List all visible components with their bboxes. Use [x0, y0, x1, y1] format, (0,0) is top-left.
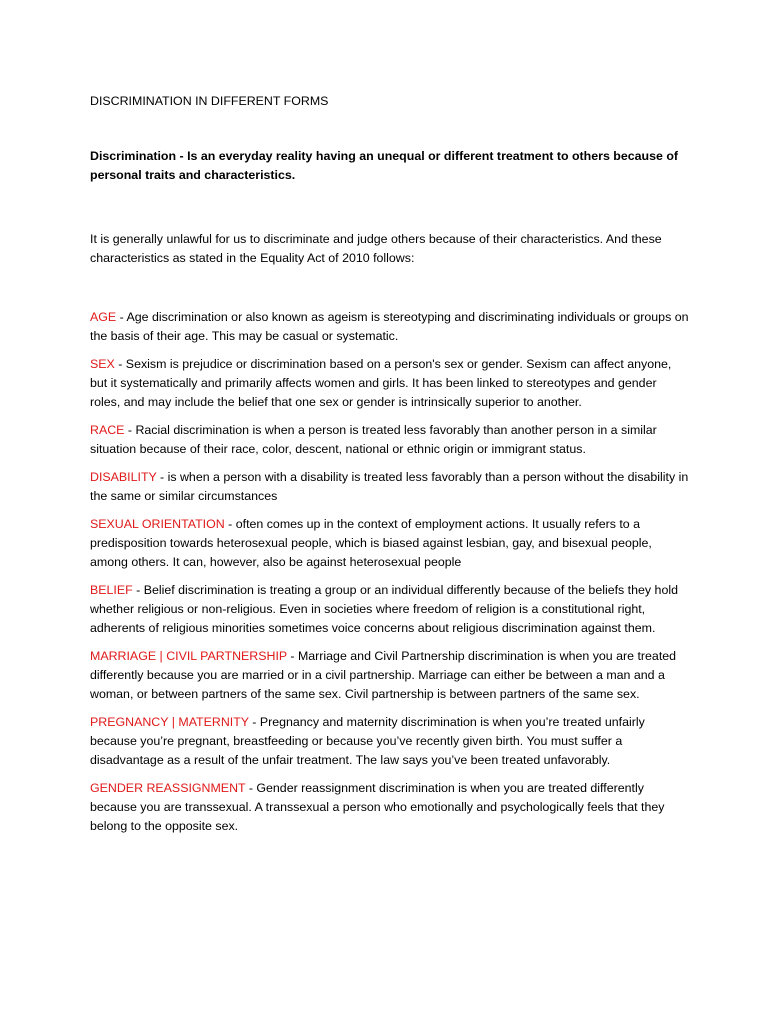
list-item	[90, 647, 690, 704]
document-title: DISCRIMINATION IN DIFFERENT FORMS	[90, 94, 329, 108]
term-disability: DISABILITY	[90, 470, 157, 484]
item-text: - Racial discrimination is when a person is treated less favorably than another person in a similar situation because of their race, color, descent, national or ethnic origin or immigrant status.	[90, 423, 657, 456]
term-sex: SEX	[90, 357, 115, 371]
item-text: - Pregnancy and maternity discrimination is when you’re treated unfairly because you’re pregnant, breastfeeding or because you’ve recently given birth. You must suffer a disadvantage as a result of the unfair treatment. The law says you’ve been treated unfavorably.	[90, 715, 645, 767]
item-text: - Gender reassignment discrimination is when you are treated differently because you are transsexual. A transsexual a person who emotionally and psychologically feels that they belong to the opposite sex.	[90, 781, 665, 833]
item-text: - Belief discrimination is treating a group or an individual differently because of the beliefs they hold whether religious or non-religious. Even in societies where freedom of religion is a constitutional right, adherents of religious minorities sometimes voice concerns about religious discrimination against them.	[90, 583, 678, 635]
item-text: - is when a person with a disability is treated less favorably than a person without the disability in the same or similar circumstances	[90, 470, 689, 503]
term-marriage-civil-partnership: MARRIAGE | CIVIL PARTNERSHIP	[90, 649, 287, 663]
list-item	[90, 421, 690, 459]
term-sexual-orientation: SEXUAL ORIENTATION	[90, 517, 225, 531]
item-text: - Marriage and Civil Partnership discrimination is when you are treated differently because you are married or in a civil partnership. Marriage can either be between a man and a woman, or between partners of the same sex. Civil partnership is between partners of the same sex.	[90, 649, 677, 701]
list-item	[90, 468, 690, 506]
term-age: AGE	[90, 310, 117, 324]
list-item	[90, 779, 690, 836]
term-pregnancy-maternity: PREGNANCY | MATERNITY	[90, 715, 249, 729]
document-page	[90, 92, 690, 845]
term-belief: BELIEF	[90, 583, 133, 597]
term-gender-reassignment: GENDER REASSIGNMENT	[90, 781, 246, 795]
intro-paragraph: It is generally unlawful for us to discriminate and judge others because of their characteristics. And these characteristics as stated in the Equality Act of 2010 follows:	[90, 232, 662, 265]
list-item	[90, 713, 690, 770]
definition-paragraph: Discrimination - Is an everyday reality having an unequal or different treatment to others because of personal traits and characteristics.	[90, 149, 679, 182]
list-item	[90, 581, 690, 638]
item-text: - often comes up in the context of employment actions. It usually refers to a predisposition towards heterosexual people, which is biased against lesbian, gay, and bisexual people, among others. It can, however, also be against heterosexual people	[90, 517, 652, 569]
list-item	[90, 355, 690, 412]
item-text: - Sexism is prejudice or discrimination based on a person's sex or gender. Sexism can affect anyone, but it systematically and primarily affects women and girls. It has been linked to stereotypes and gender roles, and may include the belief that one sex or gender is intrinsically superior to another.	[90, 357, 672, 409]
term-race: RACE	[90, 423, 125, 437]
list-item	[90, 515, 690, 572]
characteristics-list	[90, 308, 690, 836]
list-item	[90, 308, 690, 346]
item-text: - Age discrimination or also known as ageism is stereotyping and discriminating individuals or groups on the basis of their age. This may be casual or systematic.	[90, 310, 689, 343]
